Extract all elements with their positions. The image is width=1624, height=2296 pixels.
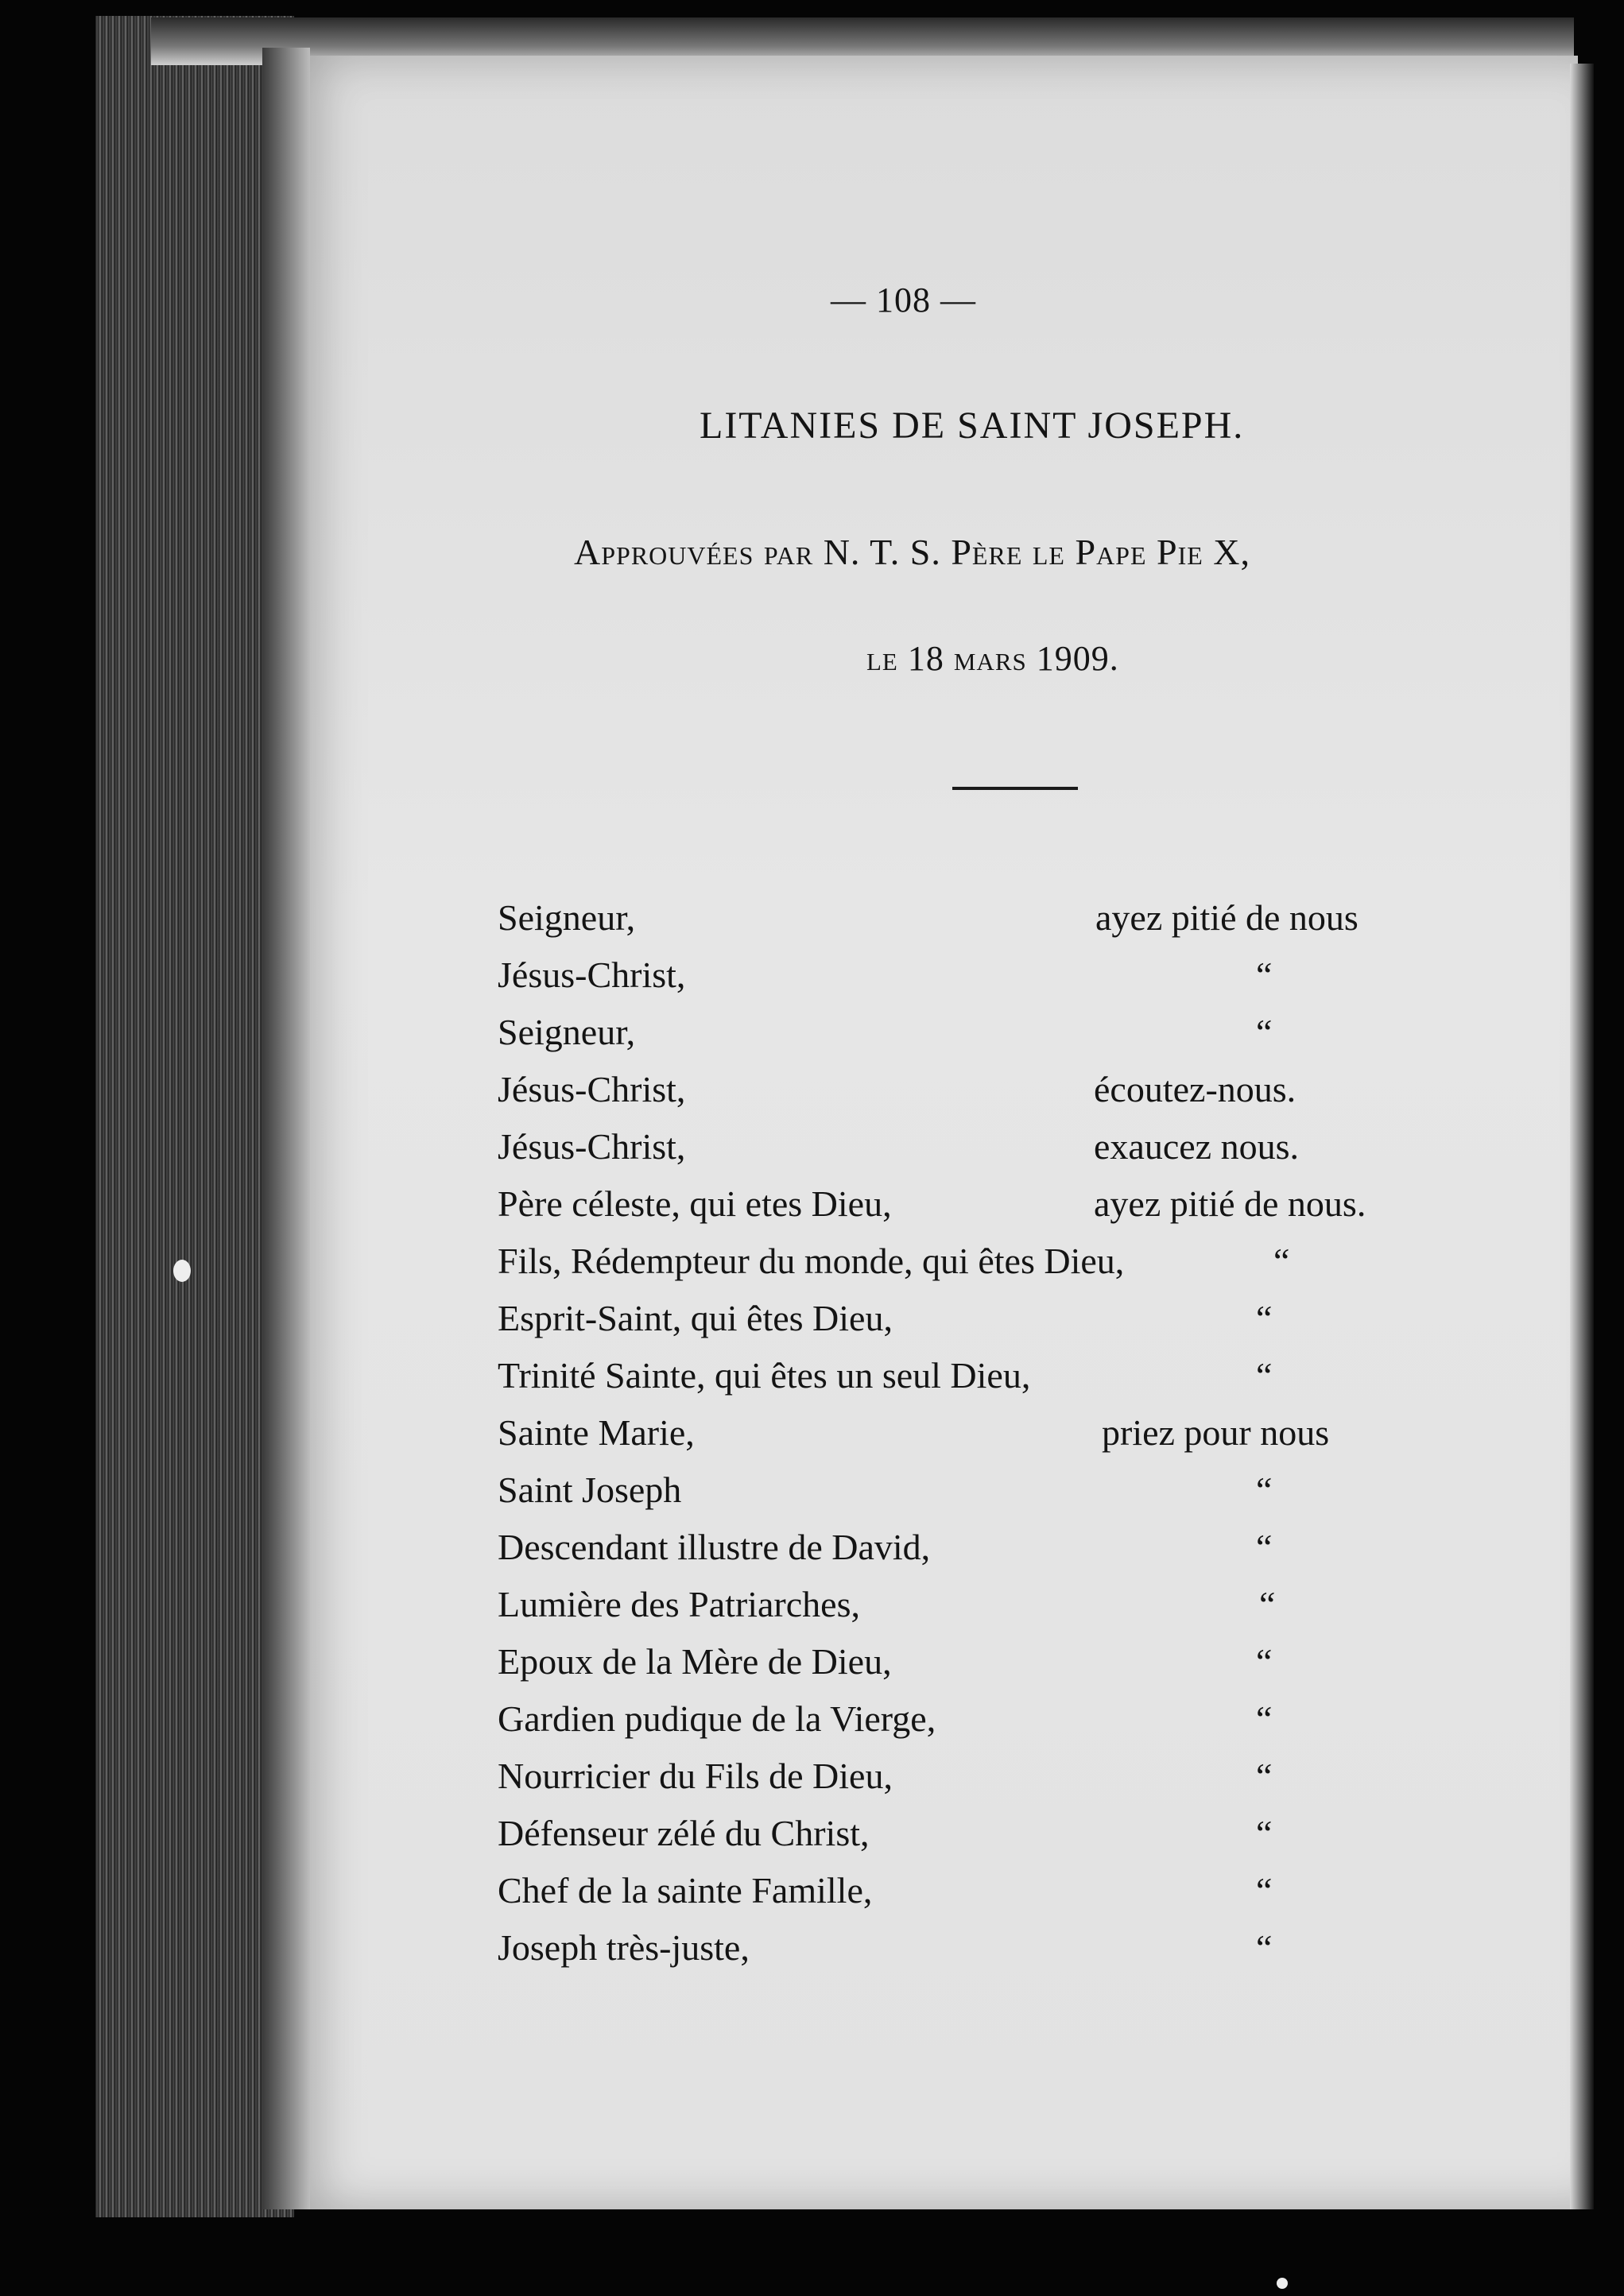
approval-date: le 18 mars 1909. xyxy=(866,639,1119,678)
litany-invocation: Défenseur zélé du Christ, xyxy=(498,1813,870,1853)
page-number: — 108 — xyxy=(831,281,976,319)
litany-row xyxy=(498,1354,1531,1411)
litany-row xyxy=(498,1068,1531,1125)
litany-row xyxy=(498,1640,1531,1698)
litany-invocation: Esprit-Saint, qui êtes Dieu, xyxy=(498,1298,893,1338)
litany-row xyxy=(498,1698,1531,1755)
litany-response: “ xyxy=(1256,954,1273,995)
litany-invocation: Jésus-Christ, xyxy=(498,1126,686,1167)
scan-speck xyxy=(173,1260,191,1282)
litany-response: écoutez-nous. xyxy=(1094,1069,1296,1109)
litany-response: “ xyxy=(1256,1813,1273,1853)
litany-invocation: Nourricier du Fils de Dieu, xyxy=(498,1756,893,1796)
litany-response: “ xyxy=(1256,1756,1273,1796)
litany-invocation: Jésus-Christ, xyxy=(498,954,686,995)
separator-rule xyxy=(952,787,1078,790)
litany-response: exaucez nous. xyxy=(1094,1126,1299,1167)
litany-response: “ xyxy=(1256,1870,1273,1911)
litany-response: “ xyxy=(1256,1298,1273,1338)
litany-response: “ xyxy=(1256,1355,1273,1396)
litany-response: priez pour nous xyxy=(1102,1412,1330,1453)
litany-row xyxy=(498,1240,1531,1297)
litany-row xyxy=(498,1926,1531,1984)
litany-invocation: Joseph très-juste, xyxy=(498,1927,750,1968)
litany-row xyxy=(498,896,1531,954)
litany-row xyxy=(498,1297,1531,1354)
litany-response: “ xyxy=(1256,1012,1273,1052)
litany-row xyxy=(498,1869,1531,1926)
litany-invocation: Lumière des Patriarches, xyxy=(498,1584,860,1624)
litany-row xyxy=(498,1755,1531,1812)
litany-response: “ xyxy=(1259,1584,1276,1624)
litany-invocation: Gardien pudique de la Vierge, xyxy=(498,1698,936,1739)
litany-response: “ xyxy=(1256,1469,1273,1510)
litany-row xyxy=(498,1011,1531,1068)
litany-row xyxy=(498,1469,1531,1526)
litany-invocation: Sainte Marie, xyxy=(498,1412,695,1453)
litany-invocation: Descendant illustre de David, xyxy=(498,1527,931,1567)
litany-list xyxy=(498,896,1531,1984)
litany-invocation: Saint Joseph xyxy=(498,1469,682,1510)
litany-row xyxy=(498,1526,1531,1583)
litany-invocation: Trinité Sainte, qui êtes un seul Dieu, xyxy=(498,1355,1031,1396)
litany-invocation: Seigneur, xyxy=(498,897,636,938)
litany-invocation: Fils, Rédempteur du monde, qui êtes Dieu, xyxy=(498,1241,1125,1281)
litany-response: ayez pitié de nous xyxy=(1095,897,1359,938)
litany-invocation: Chef de la sainte Famille, xyxy=(498,1870,873,1911)
litany-invocation: Père céleste, qui etes Dieu, xyxy=(498,1183,892,1224)
litany-response: ayez pitié de nous. xyxy=(1094,1183,1366,1224)
litany-response: “ xyxy=(1273,1241,1290,1281)
litany-row xyxy=(498,1812,1531,1869)
litany-response: “ xyxy=(1256,1927,1273,1968)
litany-row xyxy=(498,954,1531,1011)
scan-speck xyxy=(1277,2278,1288,2289)
litany-row xyxy=(498,1125,1531,1183)
litany-response: “ xyxy=(1256,1698,1273,1739)
litany-response: “ xyxy=(1256,1527,1273,1567)
litany-row xyxy=(498,1183,1531,1240)
litany-invocation: Seigneur, xyxy=(498,1012,636,1052)
litany-row xyxy=(498,1411,1531,1469)
approval-line: Approuvées par N. T. S. Père le Pape Pie X, xyxy=(574,532,1251,572)
litany-response: “ xyxy=(1256,1641,1273,1682)
litany-row xyxy=(498,1583,1531,1640)
right-page-edge xyxy=(1570,64,1594,2209)
gutter-shadow xyxy=(262,48,310,2209)
litany-invocation: Jésus-Christ, xyxy=(498,1069,686,1109)
litany-invocation: Epoux de la Mère de Dieu, xyxy=(498,1641,892,1682)
page-title: LITANIES DE SAINT JOSEPH. xyxy=(700,405,1245,447)
